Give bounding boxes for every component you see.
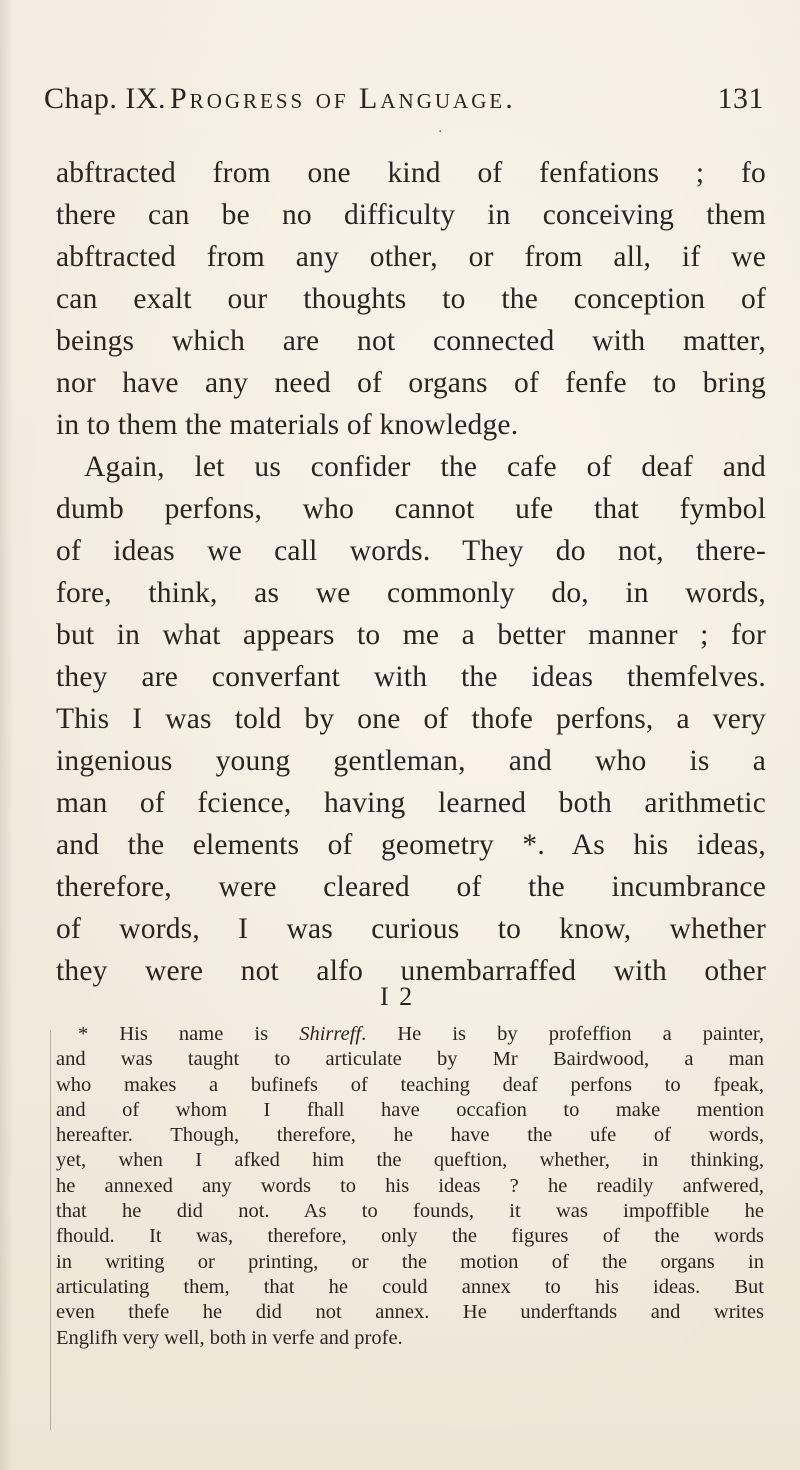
text-line: they were not alfo unembarraffed with other [56, 955, 766, 987]
text-line: Again, let us confider the cafe of deaf and [84, 451, 766, 483]
text-line: can exalt our thoughts to the conception of [56, 283, 766, 315]
text-line: man of fcience, having learned both arithmetic [56, 787, 766, 819]
page-edge-shadow [0, 0, 14, 1470]
text-line: and the elements of geometry *. As his ideas, [56, 829, 766, 861]
text-line: beings which are not connected with matter, [56, 325, 766, 357]
text-line: nor have any need of organs of fenfe to bring [56, 367, 766, 399]
signature-mark: I 2 [380, 982, 415, 1011]
footnote-line: fhould. It was, therefore, only the figures of the words [56, 1225, 764, 1248]
footnote [56, 1022, 764, 1351]
text-line: but in what appears to me a better manner ; for [56, 619, 766, 651]
footnote-line: Englifh very well, both in verfe and profe. [56, 1326, 403, 1349]
page-number: 131 [717, 82, 764, 115]
footnote-line: and was taught to articulate by Mr Bairdwood, a man [56, 1048, 764, 1071]
footnote-line: articulating them, that he could annex to his ideas. But [56, 1275, 764, 1298]
text-line: they are converfant with the ideas themfelves. [56, 661, 766, 693]
footnote-line: in writing or printing, or the motion of the organs in [56, 1250, 764, 1273]
footnote-line: he annexed any words to his ideas ? he readily anfwered, [56, 1174, 764, 1197]
text-line: therefore, were cleared of the incumbrance [56, 871, 766, 903]
footnote-line: hereafter. Though, therefore, he have the ufe of words, [56, 1124, 764, 1147]
text-line: This I was told by one of thofe perfons, a very [56, 703, 766, 735]
footnote-line: yet, when I afked him the queftion, whether, in thinking, [56, 1149, 764, 1172]
text-line: there can be no difficulty in conceiving them [56, 199, 766, 231]
text-line: abftracted from any other, or from all, if we [56, 241, 766, 273]
gutter-line [50, 1030, 51, 1430]
text-line: ingenious young gentleman, and who is a [56, 745, 766, 777]
text-line: of words, I was curious to know, whether [56, 913, 766, 945]
text-line: of ideas we call words. They do not, there- [56, 535, 766, 567]
footnote-line: * His name is Shirreff. He is by profeffion a painter, [78, 1023, 764, 1045]
text-line: fore, think, as we commonly do, in words, [56, 577, 766, 609]
running-title: Progress of Language. [170, 82, 516, 115]
running-header [44, 82, 764, 122]
footnote-line: and of whom I fhall have occafion to make mention [56, 1098, 764, 1121]
footnote-line: who makes a bufinefs of teaching deaf perfons to fpeak, [56, 1073, 764, 1096]
chapter-label: Chap. IX. [44, 82, 166, 115]
footnote-line: that he did not. As to founds, it was impoffible he [56, 1200, 764, 1223]
text-line: abftracted from one kind of fenfations ; fo [56, 157, 766, 189]
body-text [56, 152, 766, 992]
text-line: in to them the materials of knowledge. [56, 409, 519, 441]
text-line: dumb perfons, who cannot ufe that fymbol [56, 493, 766, 525]
ink-speck: · [438, 124, 443, 140]
footnote-line: even thefe he did not annex. He underftands and writes [56, 1301, 764, 1324]
